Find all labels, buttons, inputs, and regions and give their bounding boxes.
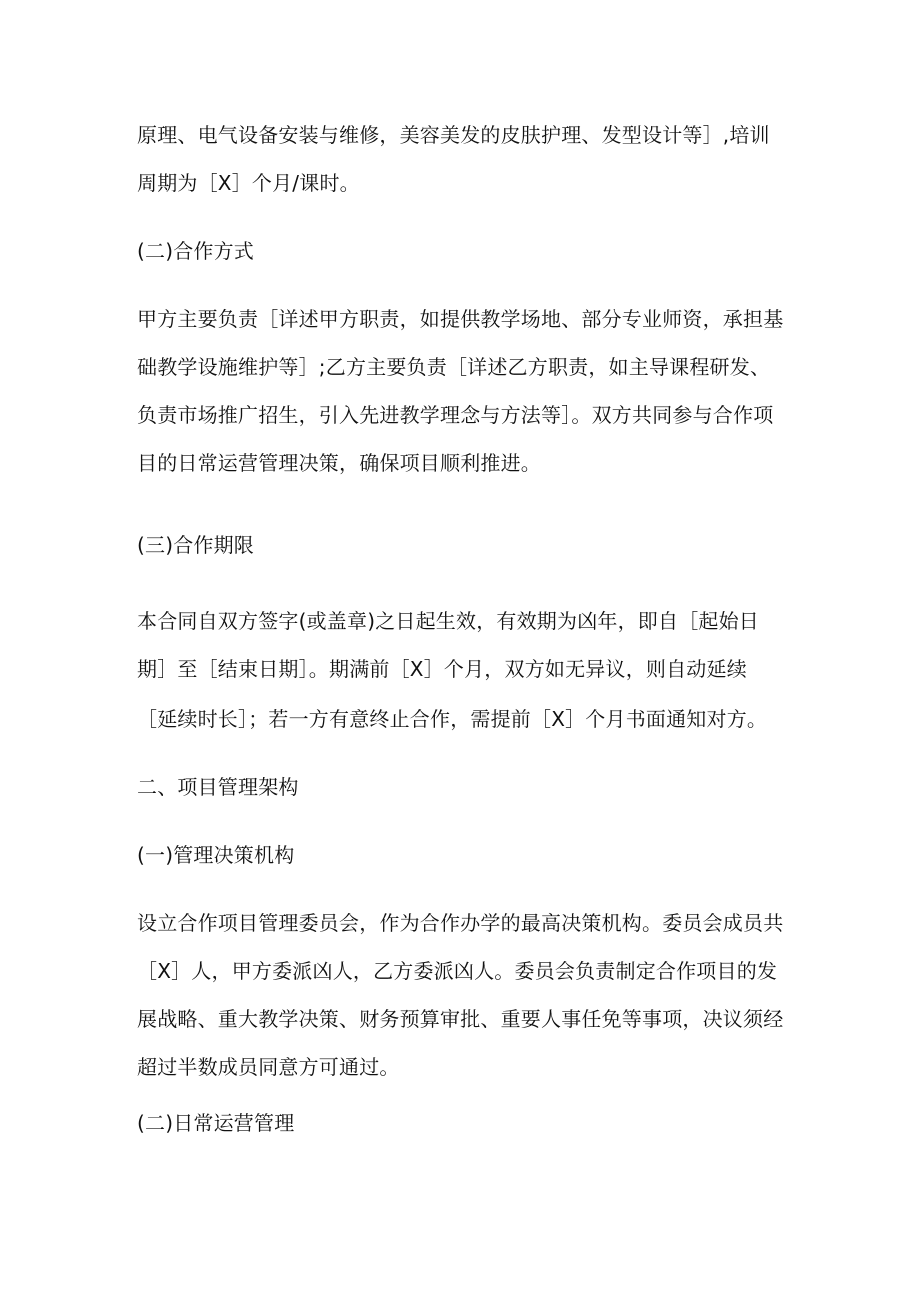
text-line-1: 原理、电气设备安装与维修，美容美发的皮肤护理、发型设计等］,培训 [137,123,770,147]
chapter-heading-project-management: 二、项目管理架构 [137,775,299,799]
section-heading-cooperation-mode: (二)合作方式 [137,239,255,263]
text-line-4: 础教学设施维护等］;乙方主要负责［详述乙方职责，如主导课程研发、 [137,355,771,379]
section-heading-decision-body: (一)管理决策机构 [137,843,295,867]
section-heading-daily-operations: (二)日常运营管理 [137,1111,295,1135]
text-line-11: ［X］人，甲方委派凶人，乙方委派凶人。委员会负责制定合作项目的发 [137,959,778,983]
text-line-12: 展战略、重大教学决策、财务预算审批、重要人事任免等事项，决议须经 [137,1007,784,1031]
text-line-5: 负责市场推广招生，引入先进教学理念与方法等］。双方共同参与合作项 [137,403,774,427]
text-line-2: 周期为［X］个月/课时。 [137,171,360,195]
text-line-3: 甲方主要负责［详述甲方职责，如提供教学场地、部分专业师资，承担基 [137,307,784,331]
text-line-6: 目的日常运营管理决策，确保项目顺利推进。 [137,451,541,475]
text-line-8: 期］至［结束日期］。期满前［X］个月，双方如无异议，则自动延续 [137,657,747,681]
section-heading-cooperation-term: (三)合作期限 [137,533,255,557]
text-line-9: ［延续时长］；若一方有意终止合作，需提前［X］个月书面通知对方。 [137,707,768,731]
text-line-7: 本合同自双方签字(或盖章)之日起生效，有效期为凶年，即自［起始日 [137,609,760,633]
text-line-10: 设立合作项目管理委员会，作为合作办学的最高决策机构。委员会成员共 [137,911,784,935]
text-line-13: 超过半数成员同意方可通过。 [137,1055,400,1079]
